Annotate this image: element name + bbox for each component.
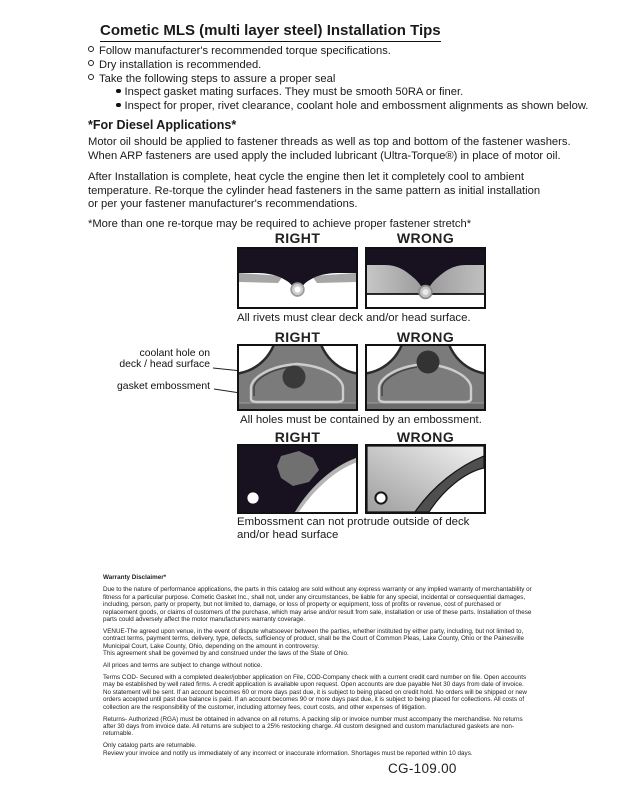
legal-paragraph-venue <box>103 628 533 658</box>
list-item-text: Dry installation is recommended. <box>99 58 262 71</box>
legal-line: Only catalog parts are returnable. <box>103 742 197 750</box>
dot-bullet-icon <box>116 103 121 108</box>
diesel-paragraph-1 <box>88 136 571 163</box>
coolant-hole-callout <box>88 348 210 371</box>
diesel-applications-heading: *For Diesel Applications* <box>88 118 237 132</box>
embossment-containment-right-diagram <box>237 344 358 411</box>
rivet-clearance-right-diagram <box>237 247 358 309</box>
embossment-containment-right-drawing <box>237 344 358 411</box>
dot-bullet-icon <box>116 89 121 94</box>
list-item-text: Follow manufacturer's recommended torque specifications. <box>99 45 391 57</box>
list-item <box>88 59 588 73</box>
paragraph-line: When ARP fasteners are used apply the included lubricant (Ultra-Torque®) in place of motor oil. <box>88 149 561 162</box>
pair1-wrong-label: WRONG <box>396 230 455 246</box>
embossment-protrusion-wrong-diagram <box>365 444 486 514</box>
legal-paragraph-returns: Returns- Authorized (RGA) must be obtained in advance on all returns. A packing slip or invoice number must accompany the merchandise. No returns after 30 days from invoice date. All returns are subject to a 25% restocking charge. All custom designed and custom manufactured gaskets are non-returnable. <box>103 715 523 738</box>
callout-text: gasket embossment <box>117 381 210 392</box>
legal-paragraph-terms: Terms COD- Secured with a completed dealer/jobber application on File, COD-Company check with a current credit card number on file. Open accounts may be established by well rated firms. A credit application is available upon request. Open accounts are due payable Net 30 days from date of invoice. No statement will be sent. If an account becomes 60 or more days past due, it is subject to being placed on credit hold. No orders will be shipped or new orders accepted until past due balance is paid. If an account becomes 90 or more days past due, it is subject to being placed for collections. All costs of collection are the responsibility of the customer, including attorney fees, court costs, and other expenses of litigation. <box>103 673 527 711</box>
pair2-right-label: RIGHT <box>274 329 321 345</box>
list-item <box>116 100 588 114</box>
list-item <box>116 86 588 100</box>
legal-paragraph-prices: All prices and terms are subject to change without notice. <box>103 662 263 670</box>
list-item <box>88 73 588 87</box>
pair3-caption <box>237 516 469 541</box>
pair1-caption: All rivets must clear deck and/or head surface. <box>237 312 471 324</box>
circle-bullet-icon <box>88 60 94 66</box>
paragraph-line: temperature. Re-torque the cylinder head fasteners in the same pattern as initial installation <box>88 184 541 197</box>
list-item <box>88 45 588 59</box>
circle-bullet-icon <box>88 46 94 52</box>
caption-line: Embossment can not protrude outside of deck <box>237 516 470 528</box>
legal-paragraph-catalog <box>103 742 533 757</box>
gasket-embossment-callout <box>88 381 210 392</box>
pair3-wrong-label: WRONG <box>396 429 455 445</box>
pair2-caption: All holes must be contained by an embossment. <box>240 414 482 426</box>
list-item-text: Inspect for proper, rivet clearance, coolant hole and embossment alignments as shown below. <box>124 100 589 113</box>
rivet-clearance-wrong-diagram <box>365 247 486 309</box>
embossment-protrusion-right-drawing <box>237 444 358 514</box>
legal-disclaimer <box>103 574 533 762</box>
paragraph-line: Motor oil should be applied to fastener threads as well as top and bottom of the fastener washers. <box>88 136 571 148</box>
installation-tips-list <box>88 45 588 114</box>
page-title: Cometic MLS (multi layer steel) Installation Tips <box>100 22 441 42</box>
embossment-protrusion-right-diagram <box>237 444 358 514</box>
list-item-text: Take the following steps to assure a proper seal <box>99 72 336 85</box>
legal-line: Review your invoice and notify us immediately of any incorrect or inaccurate information. Shortages must be reported within 10 days. <box>103 749 473 757</box>
paragraph-line: After Installation is complete, heat cycle the engine then let it completely cool to ambient <box>88 171 524 183</box>
caption-line: and/or head surface <box>237 528 339 541</box>
legal-line: VENUE-The agreed upon venue, in the event of dispute whatsoever between the parties, whether instituted by either party, including, but not limited to, contract terms, payment terms, delivery, type, defects, sufficiency of product, shall be the Court of Common Pleas, Lake County, Ohio or the Painesville Municipal Court, Lake County, Ohio, depending on the amount in controversy. <box>103 627 525 650</box>
pair3-right-label: RIGHT <box>274 429 321 445</box>
circle-bullet-icon <box>88 74 94 80</box>
callout-text: deck / head surface <box>119 359 210 371</box>
legal-heading: Warranty Disclaimer* <box>103 574 167 581</box>
legal-line: This agreement shall be governed by and construed under the laws of the State of Ohio. <box>103 650 349 658</box>
diesel-paragraph-2 <box>88 171 540 212</box>
callout-text: coolant hole on <box>139 348 210 359</box>
rivet-clearance-wrong-drawing <box>365 247 486 309</box>
pair2-wrong-label: WRONG <box>396 329 455 345</box>
embossment-containment-wrong-drawing <box>365 344 486 411</box>
rivet-clearance-right-drawing <box>237 247 358 309</box>
list-item-text: Inspect gasket mating surfaces. They must be smooth 50RA or finer. <box>124 86 464 99</box>
pair1-right-label: RIGHT <box>274 230 321 246</box>
paragraph-line: *More than one re-torque may be required to achieve proper fastener stretch* <box>88 218 472 230</box>
legal-paragraph-warranty: Due to the nature of performance applications, the parts in this catalog are sold without any express warranty or any implied warranty of merchantability or fitness for a particular purpose. Cometic Gasket Inc., shall not, under any circumstances, be liable for any special, incidental or consequential damages, including, person, party or property, but not limited to, damage, or loss of property or equipment, loss of profits or revenue, cost of purchased or replacement goods, or claims of customers of the purchase, which may arise and/or result from sale, installation or use of these parts. Installation of these parts could adversely affect the motor manufacturers warranty coverage. <box>103 586 532 624</box>
paragraph-line: or per your fastener manufacturer's recommendations. <box>88 198 358 211</box>
embossment-protrusion-wrong-drawing <box>365 444 486 514</box>
embossment-containment-wrong-diagram <box>365 344 486 411</box>
page-number: CG-109.00 <box>388 761 457 776</box>
